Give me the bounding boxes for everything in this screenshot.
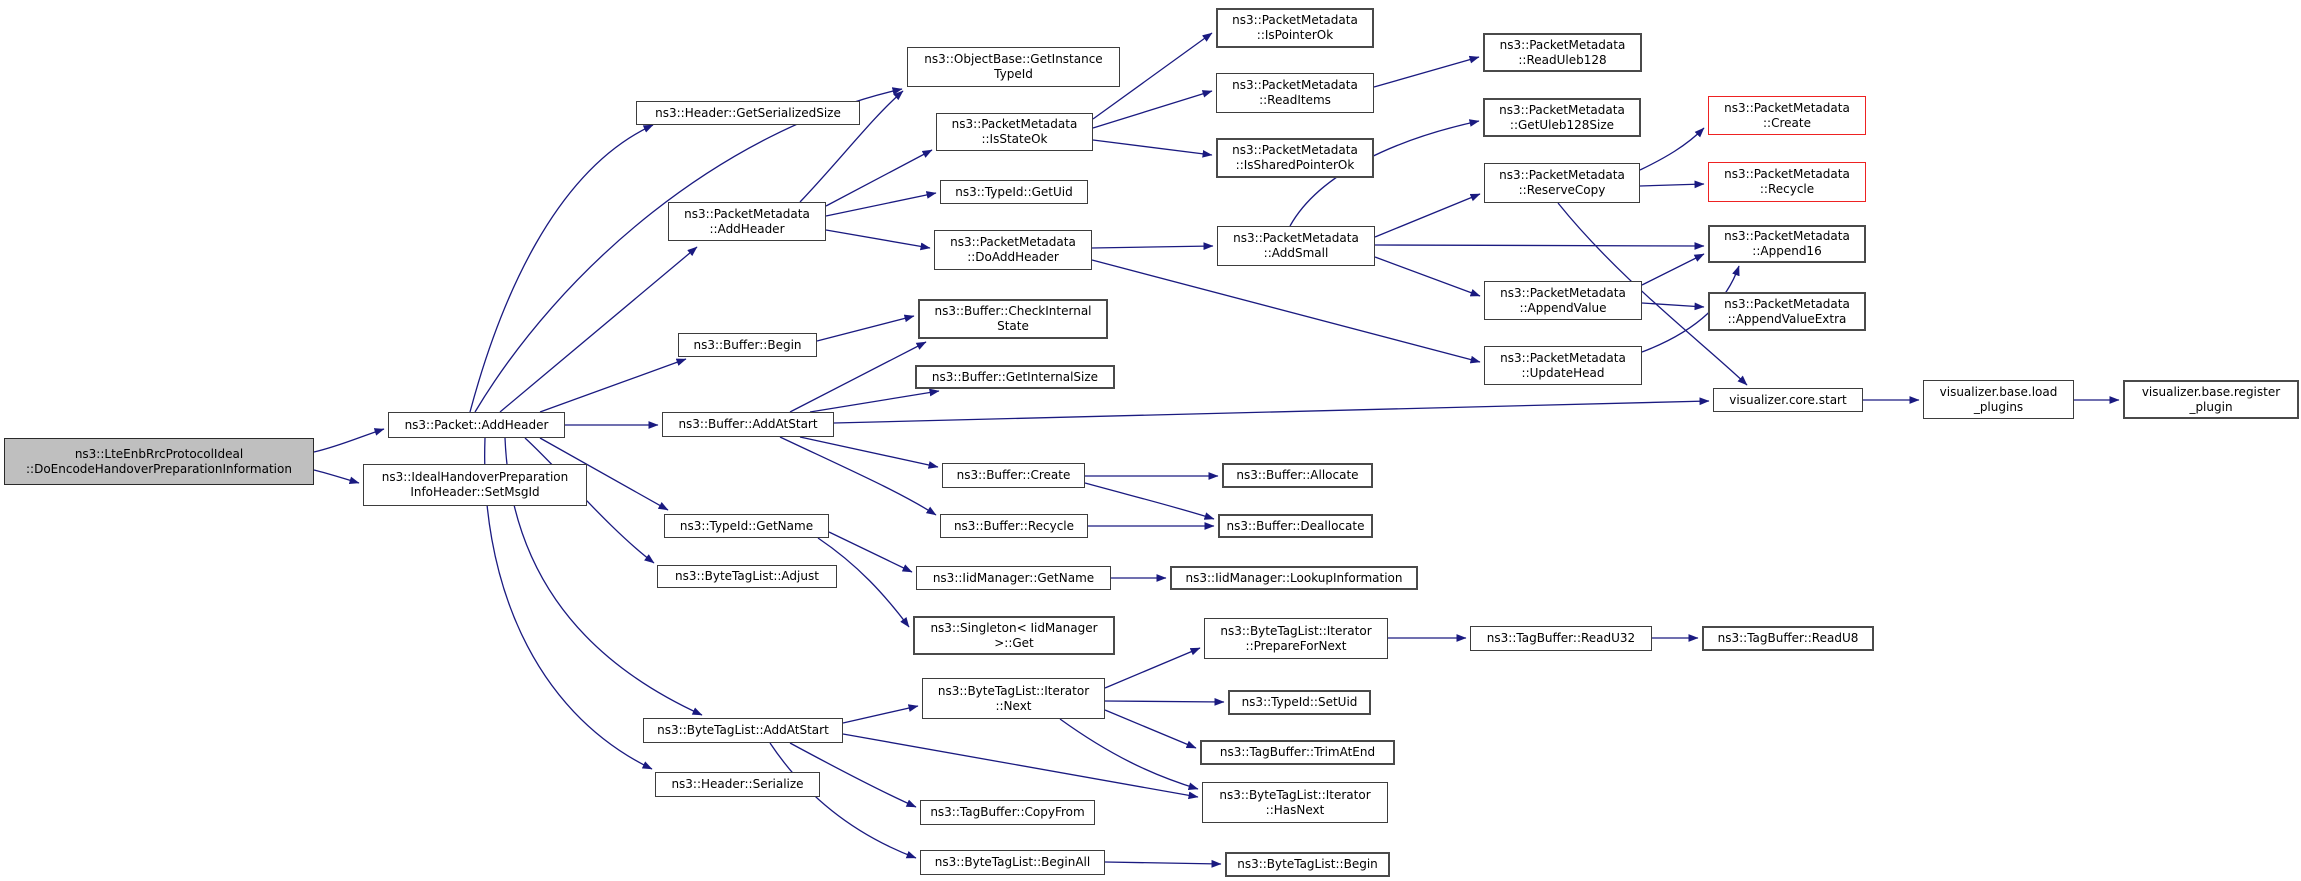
graph-node-readuleb128[interactable]	[1483, 33, 1642, 72]
graph-node-label: ns3::PacketMetadata	[1499, 102, 1625, 117]
graph-node-label: ::AppendValue	[1519, 300, 1607, 315]
call-edge-iter_next-to-trimatend	[1105, 710, 1196, 748]
call-edge-buffer_addatstart-to-core_start	[834, 401, 1709, 423]
graph-node-copyfrom[interactable]	[920, 800, 1095, 825]
graph-node-label: ::AddHeader	[709, 221, 785, 236]
graph-node-label: ns3::PacketMetadata	[684, 206, 810, 221]
graph-node-label: ::IsSharedPointerOk	[1235, 158, 1355, 172]
graph-node-addsmall[interactable]	[1217, 226, 1375, 266]
graph-node-label: ns3::TypeId::GetUid	[955, 184, 1073, 199]
graph-node-setuid[interactable]	[1228, 690, 1371, 715]
graph-node-label: ns3::Buffer::Begin	[693, 337, 802, 352]
graph-node-label: ns3::ByteTagList::AddAtStart	[657, 723, 829, 737]
graph-node-label: ns3::PacketMetadata	[951, 117, 1078, 131]
graph-node-doaddheader[interactable]	[934, 230, 1092, 270]
graph-node-updatehead[interactable]	[1484, 346, 1642, 385]
graph-node-label: ns3::ByteTagList::BeginAll	[934, 855, 1091, 869]
graph-node-load_plugins[interactable]	[1923, 380, 2074, 419]
graph-node-label: ns3::Header::Serialize	[671, 777, 804, 791]
call-edge-pkt_addheader-to-getinstancetypeid	[475, 89, 902, 412]
call-edge-buffer_addatstart-to-buffer_recycle	[780, 437, 936, 515]
graph-node-getserializedsize[interactable]	[636, 101, 860, 125]
call-edge-pkt_addheader-to-buffer_begin	[540, 359, 686, 412]
graph-node-getuleb128size[interactable]	[1483, 98, 1641, 137]
graph-node-label: ns3::IidManager::LookupInformation	[1185, 570, 1403, 585]
call-edge-iter_next-to-hasnext	[1060, 719, 1198, 789]
graph-node-core_start[interactable]	[1713, 388, 1863, 412]
graph-node-header_serialize[interactable]	[655, 772, 820, 797]
graph-node-register_plugin[interactable]	[2123, 380, 2299, 419]
graph-node-label: ns3::ByteTagList::Iterator	[1220, 623, 1372, 638]
graph-node-label: ns3::Buffer::Allocate	[1236, 468, 1359, 482]
graph-node-label: ns3::Buffer::CheckInternal	[934, 304, 1092, 318]
call-edge-typeid_getname-to-iid_getname	[829, 532, 912, 572]
call-edge-addsmall-to-append16	[1375, 245, 1704, 246]
graph-node-label: ns3::Buffer::Create	[956, 468, 1071, 482]
graph-node-getinstancetypeid[interactable]	[907, 47, 1120, 87]
graph-node-label: _plugins	[1973, 399, 2024, 414]
call-edge-main-to-pkt_addheader	[314, 429, 384, 452]
call-edge-readitems-to-readuleb128	[1374, 57, 1479, 87]
call-edge-reservecopy-to-pm_create	[1640, 128, 1704, 170]
graph-node-label: ns3::PacketMetadata	[1724, 100, 1850, 115]
graph-node-label: ns3::Buffer::GetInternalSize	[931, 369, 1099, 384]
graph-node-issharedptrok[interactable]	[1216, 138, 1374, 178]
graph-node-label: ns3::Buffer::AddAtStart	[678, 417, 818, 431]
graph-node-typeid_getname[interactable]	[664, 514, 829, 538]
graph-node-readitems[interactable]	[1216, 73, 1374, 113]
graph-node-label: ns3::ObjectBase::GetInstance	[924, 52, 1103, 66]
graph-node-label: ::AppendValueExtra	[1727, 311, 1847, 326]
call-edge-btl_addatstart-to-iter_next	[843, 706, 918, 723]
graph-node-label: ::Create	[1763, 115, 1811, 130]
graph-node-label: TypeId	[994, 67, 1033, 81]
call-edge-buffer_create-to-buffer_deallocate	[1085, 483, 1214, 519]
graph-node-ispointerok[interactable]	[1216, 8, 1374, 48]
graph-node-buffer_deallocate[interactable]	[1218, 514, 1373, 538]
graph-node-buffer_create[interactable]	[942, 463, 1085, 488]
graph-node-label: State	[997, 319, 1029, 333]
graph-node-buffer_addatstart[interactable]	[662, 412, 834, 437]
call-edge-pkt_addheader-to-pm_addheader	[500, 247, 697, 412]
graph-node-label: _plugin	[2189, 399, 2233, 414]
call-edge-addsmall-to-appendvalue	[1375, 257, 1480, 296]
graph-node-pm_recycle[interactable]	[1708, 162, 1866, 202]
graph-node-label: ::AddSmall	[1263, 246, 1329, 260]
graph-node-label: ns3::PacketMetadata	[1724, 167, 1850, 181]
call-edge-buffer_addatstart-to-getinternalsize	[810, 391, 939, 412]
graph-node-label: ::PrepareForNext	[1245, 638, 1347, 653]
graph-node-label: ns3::TagBuffer::ReadU8	[1717, 631, 1859, 645]
call-edge-btl_addatstart-to-beginall	[770, 743, 916, 858]
graph-node-appendvalue[interactable]	[1484, 281, 1642, 320]
graph-node-buffer_begin[interactable]	[678, 333, 817, 357]
graph-node-label: ::Append16	[1752, 244, 1822, 258]
call-edge-isstateok-to-issharedptrok	[1093, 140, 1212, 155]
graph-node-readu32[interactable]	[1470, 626, 1652, 651]
graph-node-appendvalueextra[interactable]	[1708, 292, 1866, 331]
graph-node-label: ns3::PacketMetadata	[1724, 229, 1850, 243]
graph-node-label: ::Next	[995, 698, 1032, 713]
graph-node-label: ns3::IidManager::GetName	[932, 570, 1095, 585]
graph-node-label: ns3::PacketMetadata	[950, 235, 1076, 249]
call-edge-buffer_begin-to-checkinternalstate	[817, 316, 914, 341]
graph-node-label: ns3::TagBuffer::CopyFrom	[930, 805, 1085, 819]
graph-node-label: ns3::PacketMetadata	[1500, 285, 1626, 300]
graph-node-trimatend[interactable]	[1200, 740, 1395, 765]
graph-node-label: ::DoAddHeader	[967, 250, 1059, 264]
graph-node-label: ::DoEncodeHandoverPreparationInformation	[26, 461, 292, 476]
graph-node-iid_getname[interactable]	[916, 566, 1111, 590]
call-edge-addsmall-to-reservecopy	[1375, 194, 1480, 237]
graph-node-pm_addheader[interactable]	[668, 202, 826, 241]
graph-node-label: ns3::TypeId::SetUid	[1241, 695, 1358, 709]
call-edge-isstateok-to-readitems	[1093, 91, 1212, 128]
graph-node-label: ::UpdateHead	[1521, 365, 1605, 380]
graph-node-btl_addatstart[interactable]	[643, 718, 843, 743]
graph-node-label: ::IsStateOk	[981, 132, 1048, 146]
graph-node-buffer_allocate[interactable]	[1222, 463, 1373, 488]
graph-node-label: ns3::Buffer::Recycle	[953, 518, 1075, 533]
graph-node-reservecopy[interactable]	[1484, 163, 1640, 203]
call-edge-appendvalue-to-append16	[1642, 254, 1704, 285]
call-edge-pkt_addheader-to-getserializedsize	[470, 125, 653, 412]
graph-node-label: ::IsPointerOk	[1256, 28, 1334, 42]
graph-node-getinternalsize[interactable]	[915, 365, 1115, 389]
call-edge-buffer_addatstart-to-buffer_create	[800, 437, 938, 467]
call-edge-reservecopy-to-pm_recycle	[1640, 184, 1704, 186]
call-edge-main-to-setmsgid	[314, 470, 359, 483]
graph-node-label: ns3::PacketMetadata	[1499, 168, 1625, 182]
graph-node-label: ::HasNext	[1265, 802, 1325, 817]
graph-node-singleton_get[interactable]	[913, 616, 1115, 655]
graph-node-label: ns3::ByteTagList::Adjust	[675, 569, 819, 583]
graph-node-pkt_addheader[interactable]	[388, 412, 565, 438]
graph-node-label: ns3::Singleton< IidManager	[930, 620, 1098, 635]
call-edge-doaddheader-to-updatehead	[1092, 260, 1480, 362]
graph-node-label: ns3::PacketMetadata	[1232, 78, 1358, 92]
graph-node-buffer_recycle[interactable]	[940, 514, 1088, 538]
graph-node-label: InfoHeader::SetMsgId	[410, 485, 540, 499]
call-edge-pm_addheader-to-getuid	[826, 193, 936, 216]
graph-node-label: ns3::TagBuffer::ReadU32	[1486, 631, 1636, 645]
call-edge-pm_addheader-to-doaddheader	[826, 230, 930, 248]
graph-node-append16[interactable]	[1708, 225, 1866, 263]
graph-node-iid_lookup[interactable]	[1170, 566, 1418, 590]
call-edge-iter_next-to-setuid	[1105, 701, 1224, 702]
graph-node-main[interactable]	[4, 438, 314, 485]
graph-node-label: ns3::ByteTagList::Iterator	[1219, 787, 1371, 802]
graph-node-beginall[interactable]	[920, 850, 1105, 875]
graph-node-label: ns3::Header::GetSerializedSize	[655, 105, 841, 120]
graph-node-pm_create[interactable]	[1708, 96, 1866, 135]
graph-node-label: ns3::PacketMetadata	[1233, 231, 1359, 245]
graph-node-setmsgid[interactable]	[363, 464, 587, 506]
graph-node-label: ns3::PacketMetadata	[1500, 350, 1626, 365]
graph-node-label: ::ReadUleb128	[1518, 52, 1607, 67]
graph-node-btl_begin[interactable]	[1225, 852, 1390, 877]
graph-node-getuid[interactable]	[940, 180, 1088, 204]
graph-node-prepare[interactable]	[1204, 618, 1388, 659]
graph-node-label: ::Recycle	[1759, 182, 1815, 196]
graph-node-label: visualizer.base.register	[2141, 384, 2281, 399]
graph-node-label: ::ReadItems	[1259, 93, 1331, 107]
call-edge-btl_addatstart-to-hasnext	[843, 734, 1198, 797]
graph-node-label: ns3::PacketMetadata	[1724, 296, 1850, 311]
graph-node-label: ns3::PacketMetadata	[1232, 143, 1358, 157]
graph-node-label: visualizer.core.start	[1729, 392, 1847, 407]
graph-node-checkinternalstate[interactable]	[918, 299, 1108, 339]
graph-node-label: ns3::PacketMetadata	[1499, 37, 1626, 52]
graph-node-isstateok[interactable]	[936, 113, 1093, 151]
graph-node-readu8[interactable]	[1702, 626, 1874, 651]
graph-node-iter_next[interactable]	[922, 678, 1105, 719]
graph-node-label: ns3::Packet::AddHeader	[404, 417, 549, 432]
call-edge-beginall-to-btl_begin	[1105, 862, 1221, 864]
graph-node-label: ns3::PacketMetadata	[1232, 13, 1358, 27]
graph-node-label: ns3::ByteTagList::Iterator	[937, 683, 1090, 698]
call-edge-appendvalue-to-appendvalueextra	[1642, 303, 1704, 307]
graph-node-label: ns3::LteEnbRrcProtocolIdeal	[74, 446, 244, 461]
graph-node-label: ::ReserveCopy	[1518, 183, 1606, 197]
graph-node-label: ns3::Buffer::Deallocate	[1226, 518, 1365, 533]
graph-node-label: ns3::ByteTagList::Begin	[1237, 857, 1378, 871]
graph-node-label: ::GetUleb128Size	[1509, 117, 1615, 132]
graph-node-label: ns3::TagBuffer::TrimAtEnd	[1219, 745, 1376, 759]
graph-node-label: visualizer.base.load	[1939, 384, 2058, 399]
graph-node-label: ns3::IdealHandoverPreparation	[381, 470, 569, 484]
call-edge-iter_next-to-prepare	[1105, 648, 1200, 688]
graph-node-label: >::Get	[994, 635, 1034, 650]
graph-node-hasnext[interactable]	[1202, 782, 1388, 823]
graph-node-label: ns3::TypeId::GetName	[679, 518, 814, 533]
graph-node-btl_adjust[interactable]	[657, 565, 837, 588]
call-edge-doaddheader-to-addsmall	[1092, 246, 1213, 248]
